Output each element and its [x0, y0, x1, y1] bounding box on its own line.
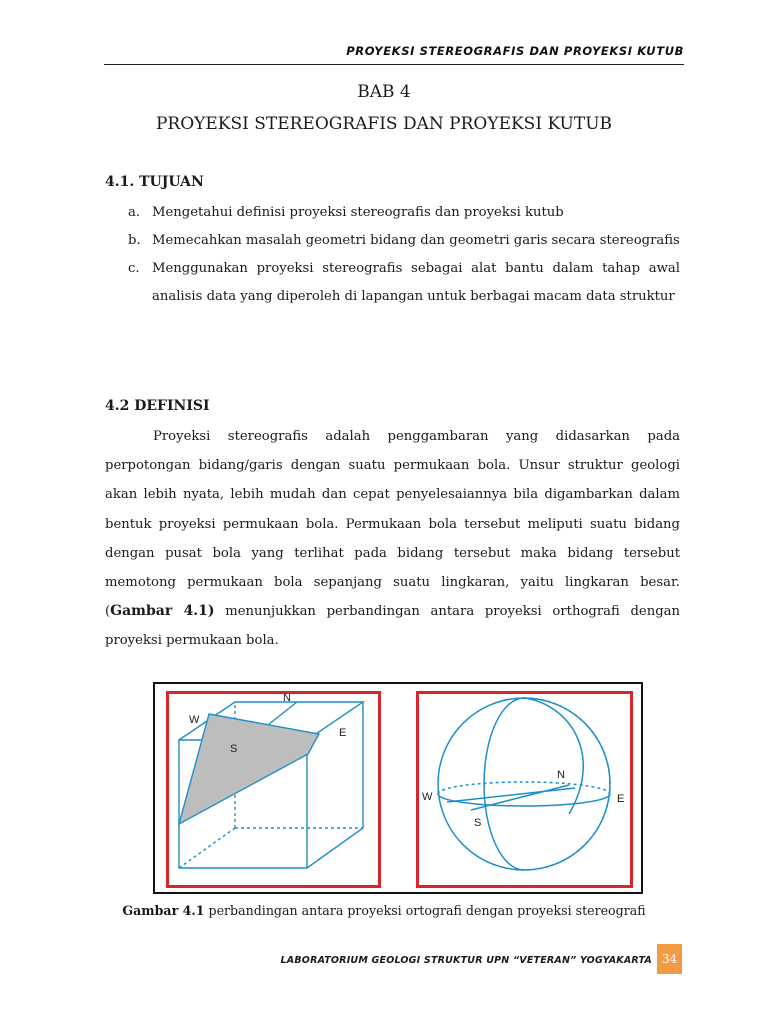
figure-frame	[153, 682, 643, 894]
label-w: W	[422, 791, 433, 803]
running-header: PROYEKSI STEREOGRAFIS DAN PROYEKSI KUTUB	[346, 44, 684, 58]
list-marker: c.	[128, 261, 140, 276]
chapter-title: PROYEKSI STEREOGRAFIS DAN PROYEKSI KUTUB	[155, 114, 613, 134]
label-n: N	[557, 769, 565, 781]
label-n: N	[283, 694, 291, 704]
meridian-arc	[524, 698, 583, 814]
orthographic-panel	[166, 691, 381, 888]
page-number: 34	[657, 944, 682, 974]
list-item	[128, 255, 680, 311]
label-s: S	[474, 817, 482, 829]
figure-reference: Gambar 4.1)	[110, 603, 215, 620]
list-marker: b.	[128, 233, 141, 248]
figure-caption	[0, 903, 768, 918]
list-item-text: Mengetahui definisi proyeksi stereografis dan proyeksi kutub	[152, 205, 564, 220]
footer-lab-name: LABORATORIUM GEOLOGI STRUKTUR UPN “VETERAN” YOGYAKARTA	[280, 955, 652, 966]
label-w: W	[189, 714, 200, 726]
caption-label: Gambar 4.1	[122, 903, 205, 918]
list-item	[128, 227, 680, 255]
great-circle	[484, 698, 524, 870]
label-e: E	[339, 727, 347, 739]
paragraph-text-end: menunjukkan perbandingan antara proyeksi orthografi dengan proyeksi permukaan bola.	[105, 604, 680, 649]
label-e: E	[617, 793, 625, 805]
orthographic-cube-diagram	[169, 694, 378, 885]
header-rule	[104, 64, 684, 65]
definition-paragraph	[105, 422, 680, 656]
cube-right-face	[307, 702, 363, 868]
inclined-plane	[179, 714, 319, 824]
stereographic-sphere-diagram	[419, 694, 630, 885]
section-heading-definisi: 4.2 DEFINISI	[105, 398, 210, 414]
list-item-text: Memecahkan masalah geometri bidang dan geometri garis secara stereografis	[152, 233, 680, 248]
list-marker: a.	[128, 205, 141, 220]
list-item	[128, 199, 680, 227]
paragraph-text: Proyeksi stereografis adalah penggambaran yang didasarkan pada perpotongan bidang/garis dengan suatu permukaan bola. Unsur struktur geologi akan lebih nyata, lebih mudah dan cepat penyelesaiannya bila digambarkan dalam bentuk proyeksi permukaan bola. Permukaan bola tersebut meliputi suatu bidang dengan pusat bola yang terlihat pada bidang tersebut maka bidang tersebut memotong permukaan bola sepanjang suatu lingkaran, yaitu lingkaran besar. (	[105, 429, 680, 620]
section-heading-tujuan: 4.1. TUJUAN	[105, 174, 204, 190]
label-s: S	[230, 743, 238, 755]
list-item-text: Menggunakan proyeksi stereografis sebagai alat bantu dalam tahap awal analisis data yang diperoleh di lapangan untuk berbagai macam data struktur	[152, 261, 680, 304]
hidden-great-circle	[524, 698, 610, 870]
equator-back	[438, 782, 610, 794]
sphere-outline	[438, 698, 610, 870]
stereographic-panel	[416, 691, 633, 888]
objectives-list	[128, 199, 680, 311]
hidden-edge	[179, 828, 235, 868]
chapter-number: BAB 4	[357, 82, 411, 102]
caption-text: perbandingan antara proyeksi ortografi dengan proyeksi stereografi	[204, 903, 646, 918]
